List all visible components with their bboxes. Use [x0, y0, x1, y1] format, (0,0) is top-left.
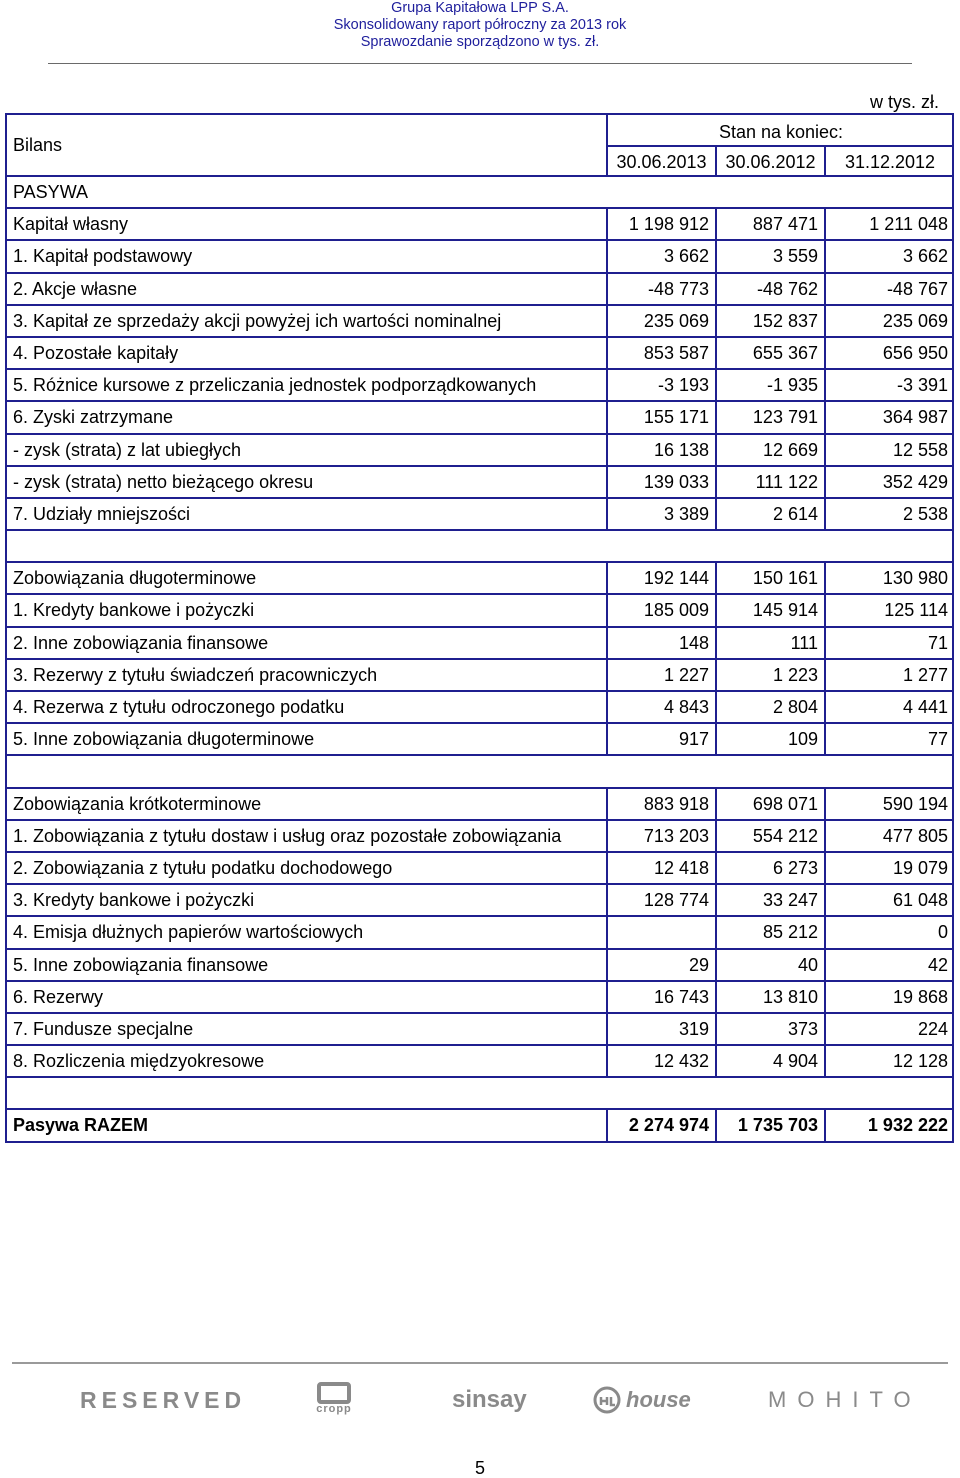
total-label: Pasywa RAZEM [13, 1115, 149, 1136]
table-row: 3. Kredyty bankowe i pożyczki 128 774 33 247 61 048 [7, 885, 952, 917]
balance-sheet-table [5, 113, 954, 1143]
footer-divider [12, 1362, 948, 1364]
page-number: 5 [474, 1458, 485, 1478]
pasywa-row [7, 177, 952, 209]
total-row: Pasywa RAZEM 2 274 974 1 735 703 1 932 222 [7, 1110, 952, 1140]
report-unit-note: Sprawozdanie sporządzono w tys. zł. [360, 34, 600, 50]
mohito-logo: MOHITO [768, 1387, 922, 1412]
table-row: 7. Udziały mniejszości 3 389 2 614 2 538 [7, 499, 952, 531]
spacer-row [7, 756, 952, 788]
table-row: 2. Zobowiązania z tytułu podatku dochodowego 12 418 6 273 19 079 [7, 853, 952, 885]
table-row: Zobowiązania krótkoterminowe 883 918 698 071 590 194 [7, 789, 952, 821]
table-row: Zobowiązania długoterminowe 192 144 150 161 130 980 [7, 563, 952, 595]
header-divider [48, 63, 912, 64]
brand-logos [0, 1380, 960, 1420]
table-row: 6. Rezerwy 16 743 13 810 19 868 [7, 982, 952, 1014]
sinsay-logo: sinsay [452, 1386, 527, 1413]
table-row: 2. Akcje własne -48 773 -48 762 -48 767 [7, 274, 952, 306]
period-label: Stan na koniec: [718, 122, 844, 142]
table-row: 1. Zobowiązania z tytułu dostaw i usług oraz pozostałe zobowiązania 713 203 554 212 477 805 [7, 821, 952, 853]
table-row: 7. Fundusze specjalne 319 373 224 [7, 1014, 952, 1046]
reserved-logo: RESERVED [80, 1387, 247, 1413]
table-row: Kapitał własny 1 198 912 887 471 1 211 048 [7, 209, 952, 241]
date-column-3: 31.12.2012 [824, 145, 954, 175]
cropp-mark-icon [317, 1382, 351, 1404]
spacer-row [7, 531, 952, 563]
table-row: 2. Inne zobowiązania finansowe 148 111 71 [7, 628, 952, 660]
table-row: 1. Kapitał podstawowy 3 662 3 559 3 662 [7, 241, 952, 273]
table-row: 5. Różnice kursowe z przeliczania jednostek podporządkowanych -3 193 -1 935 -3 391 [7, 370, 952, 402]
pasywa-label: PASYWA [13, 182, 89, 202]
table-row: 1. Kredyty bankowe i pożyczki 185 009 145 914 125 114 [7, 595, 952, 627]
table-row: 5. Inne zobowiązania finansowe 29 40 42 [7, 950, 952, 982]
table-row: 5. Inne zobowiązania długoterminowe 917 109 77 [7, 724, 952, 756]
unit-label: w tys. zł. [870, 92, 940, 112]
table-row: 4. Emisja dłużnych papierów wartościowych 85 212 0 [7, 917, 952, 949]
house-mark-icon [592, 1385, 622, 1415]
page-header [0, 0, 960, 51]
table-header [7, 115, 952, 177]
cropp-logo: cropp [305, 1380, 363, 1420]
report-title: Skonsolidowany raport półroczny za 2013 rok [333, 17, 627, 33]
table-row: 6. Zyski zatrzymane 155 171 123 791 364 987 [7, 402, 952, 434]
bilans-label: Bilans [13, 135, 63, 155]
table-row: 8. Rozliczenia międzyokresowe 12 432 4 904 12 128 [7, 1046, 952, 1078]
table-row: 4. Rezerwa z tytułu odroczonego podatku 4 843 2 804 4 441 [7, 692, 952, 724]
table-row: 4. Pozostałe kapitały 853 587 655 367 656 950 [7, 338, 952, 370]
table-row: 3. Rezerwy z tytułu świadczeń pracowniczych 1 227 1 223 1 277 [7, 660, 952, 692]
table-row: - zysk (strata) netto bieżącego okresu 139 033 111 122 352 429 [7, 467, 952, 499]
house-logo: house [592, 1380, 692, 1420]
date-column-1: 30.06.2013 [606, 145, 715, 175]
date-column-2: 30.06.2012 [715, 145, 824, 175]
spacer-row [7, 1078, 952, 1110]
table-row: - zysk (strata) z lat ubiegłych 16 138 12 669 12 558 [7, 435, 952, 467]
company-name: Grupa Kapitałowa LPP S.A. [391, 0, 569, 16]
table-row: 3. Kapitał ze sprzedaży akcji powyżej ich wartości nominalnej 235 069 152 837 235 069 [7, 306, 952, 338]
